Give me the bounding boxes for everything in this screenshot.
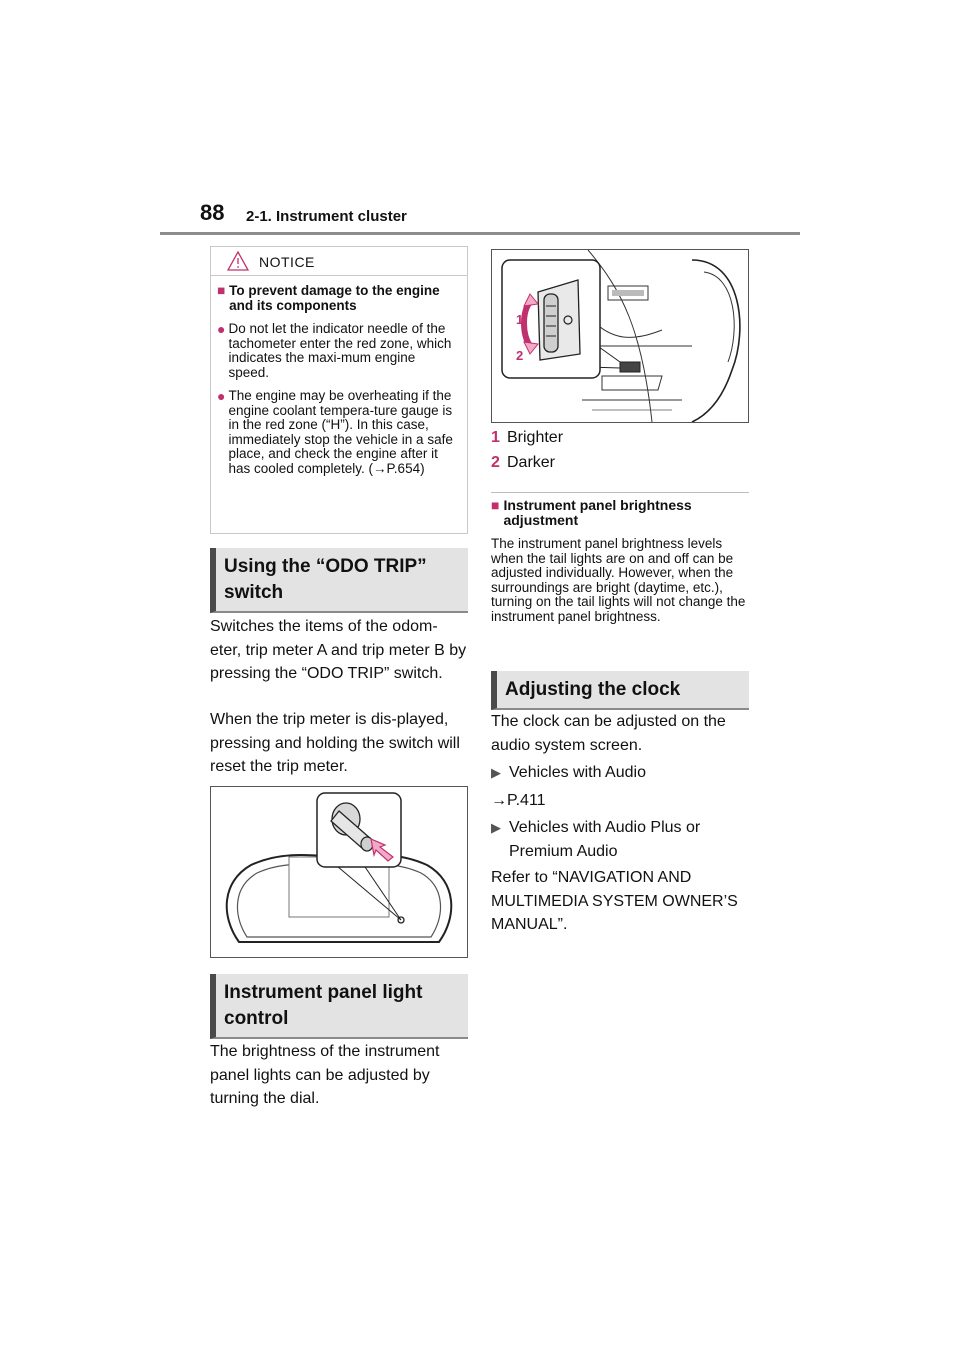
square-bullet-icon: ■ <box>491 497 500 513</box>
notice-item: ● The engine may be overheating if the engine coolant tempera-ture gauge is in the red zone (“H”). In this case, immediately stop the vehicle in a safe place, and check the engine after it has cooled completely. (→P.654) <box>217 388 453 476</box>
notice-header <box>211 247 467 276</box>
brightness-dial-illustration <box>492 250 748 422</box>
notice-item: ● Do not let the indicator needle of the tachometer enter the red zone, which indicates the maxi-mum engine speed. <box>217 321 452 380</box>
brightness-dial-figure <box>491 249 749 423</box>
notice-box <box>210 246 468 534</box>
legend-item-brighter: 1 Brighter <box>491 429 564 446</box>
clock-bullet-audio: ▶ Vehicles with Audio <box>491 761 749 785</box>
warning-icon <box>227 251 249 271</box>
odo-trip-switch-illustration <box>211 787 467 957</box>
notice-heading: ■ To prevent damage to the engine and its components <box>217 283 440 313</box>
odo-trip-reset-paragraph: When the trip meter is dis-played, pressing and holding the switch will reset the trip meter. <box>210 711 460 775</box>
odo-trip-paragraph: Switches the items of the odom-eter, trip meter A and trip meter B by pressing the “ODO TRIP” switch. <box>210 618 467 682</box>
section-divider <box>491 492 749 493</box>
odo-trip-heading: Using the “ODO TRIP” switch <box>210 548 468 613</box>
clock-reference-link: →P.411 <box>491 792 546 809</box>
header-divider <box>160 232 800 235</box>
clock-paragraph: The clock can be adjusted on the audio system screen. <box>491 713 726 754</box>
triangle-bullet-icon: ▶ <box>491 820 501 835</box>
circle-bullet-icon: ● <box>217 321 226 337</box>
page-number: 88 <box>200 200 225 225</box>
dial-label-1: 1 <box>516 312 524 327</box>
section-title: 2-1. Instrument cluster <box>246 208 407 225</box>
brightness-adjustment-text: The instrument panel brightness levels when the tail lights are on and off can be adjusted individually. However, when the surroundings are bright (daytime, etc.), turning on the tail lights will not change the instrument panel brightness. <box>491 536 746 624</box>
triangle-bullet-icon: ▶ <box>491 765 501 780</box>
notice-title: NOTICE <box>259 254 315 270</box>
panel-light-heading: Instrument panel light control <box>210 974 468 1039</box>
legend-item-darker: 2 Darker <box>491 454 556 471</box>
panel-light-paragraph: The brightness of the instrument panel lights can be adjusted by turning the dial. <box>210 1043 440 1107</box>
square-bullet-icon: ■ <box>217 283 226 298</box>
clock-heading: Adjusting the clock <box>491 671 749 710</box>
dial-label-2: 2 <box>516 348 524 363</box>
clock-refer-paragraph: Refer to “NAVIGATION AND MULTIMEDIA SYSTEM OWNER’S MANUAL”. <box>491 869 738 933</box>
instrument-cluster-figure <box>210 786 468 958</box>
circle-bullet-icon: ● <box>217 388 226 404</box>
clock-bullet-premium: ▶ Vehicles with Audio Plus or Premium Audio <box>491 816 749 863</box>
brightness-adjustment-heading: ■ Instrument panel brightness adjustment <box>491 497 692 528</box>
notice-body <box>211 276 467 476</box>
